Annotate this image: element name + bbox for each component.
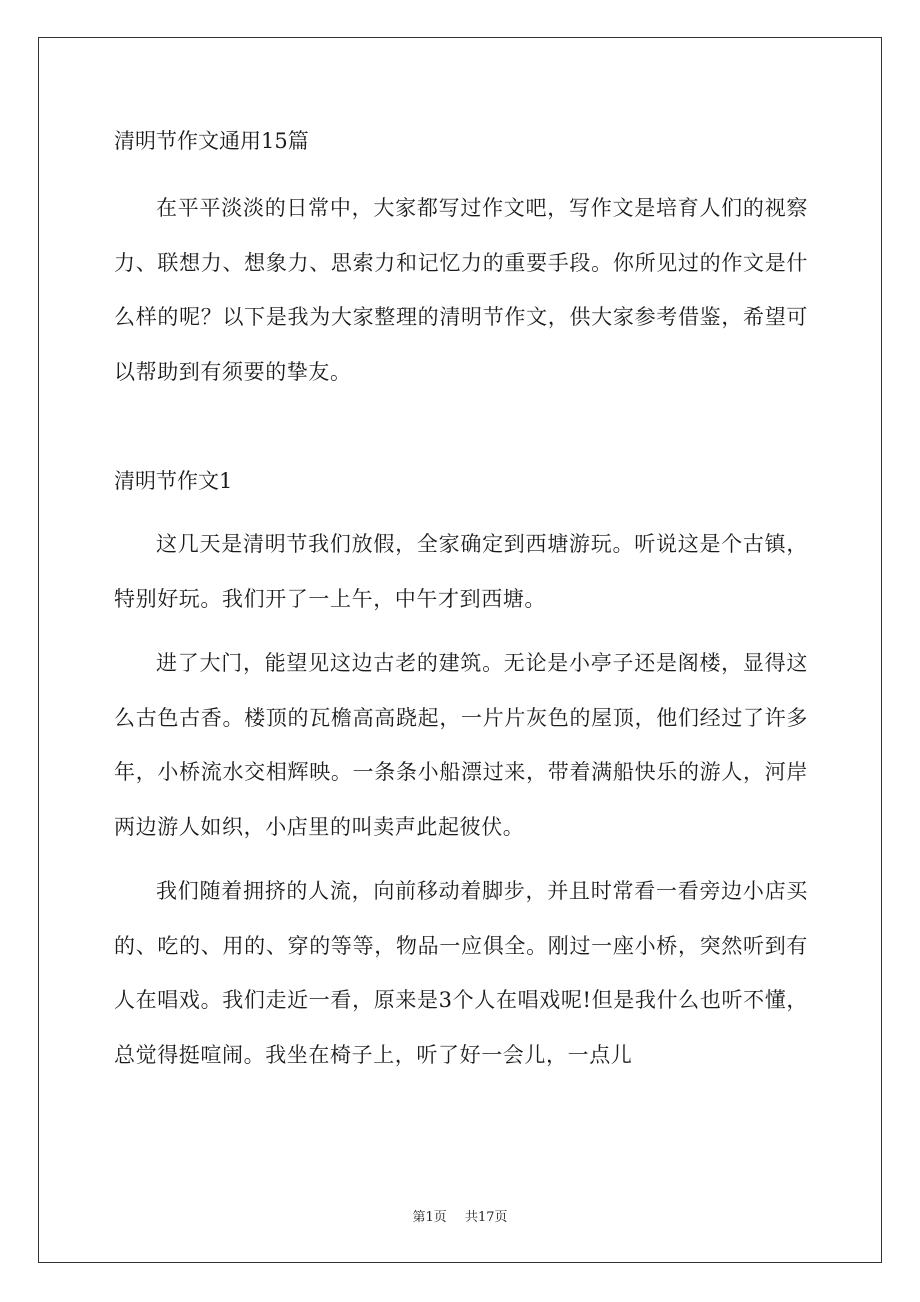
document-body <box>114 121 808 1082</box>
intro-paragraph: 在平平淡淡的日常中，大家都写过作文吧，写作文是培育人们的视察力、联想力、想象力、思索力和记忆力的重要手段。你所见过的作文是什么样的呢？以下是我为大家整理的清明节作文，供大家参考借鉴，希望可以帮助到有须要的挚友。 <box>114 196 808 384</box>
body-paragraph: 这几天是清明节我们放假，全家确定到西塘游玩。听说这是个古镇，特别好玩。我们开了一上午，中午才到西塘。 <box>114 532 808 611</box>
document-title: 清明节作文通用15篇 <box>114 129 309 153</box>
body-paragraph: 我们随着拥挤的人流，向前移动着脚步，并且时常看一看旁边小店买的、吃的、用的、穿的等等，物品一应俱全。刚过一座小桥，突然听到有人在唱戏。我们走近一看，原来是3个人在唱戏呢!但是我什么也听不懂，总觉得挺喧闹。我坐在椅子上，听了好一会儿，一点儿 <box>114 879 808 1067</box>
page-number: 第1页 <box>412 1210 447 1225</box>
section-body <box>114 517 808 1082</box>
section-heading: 清明节作文1 <box>114 469 233 493</box>
page-total: 共17页 <box>464 1210 508 1225</box>
body-paragraph: 进了大门，能望见这边古老的建筑。无论是小亭子还是阁楼，显得这么古色古香。楼顶的瓦檐高高跷起，一片片灰色的屋顶，他们经过了许多年，小桥流水交相辉映。一条条小船漂过来，带着满船快乐的游人，河岸两边游人如织，小店里的叫卖声此起彼伏。 <box>114 651 808 839</box>
page-footer <box>0 1206 920 1225</box>
